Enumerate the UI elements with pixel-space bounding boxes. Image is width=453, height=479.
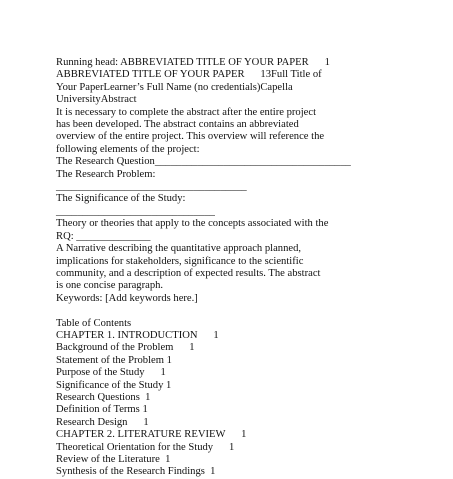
toc-heading: Table of Contents	[56, 317, 132, 329]
toc-entry[interactable]: Research Questions 1	[56, 391, 151, 403]
significance-line: The Significance of the Study:	[56, 193, 186, 205]
toc-entry[interactable]: Purpose of the Study 1	[56, 367, 166, 379]
research-problem-line: The Research Problem:	[56, 168, 156, 180]
running-head: Running head: ABBREVIATED TITLE OF YOUR PAPER 1	[56, 57, 330, 68]
rq-line: RQ: ______________	[56, 230, 151, 242]
abstract-line: following elements of the project:	[56, 143, 200, 155]
theory-line: Theory or theories that apply to the concepts associated with the	[56, 218, 329, 230]
title-line-2: Your PaperLearner’s Full Name (no credentials)Capella	[56, 81, 293, 93]
abstract-line: overview of the entire project. This overview will reference the	[56, 131, 325, 143]
toc-entry[interactable]: Statement of the Problem 1	[56, 354, 172, 366]
blank-line	[56, 305, 396, 317]
toc-entry[interactable]: CHAPTER 1. INTRODUCTION 1	[56, 329, 219, 341]
abstract-line: It is necessary to complete the abstract after the entire project	[56, 106, 317, 118]
narrative-line: is one concise paragraph.	[56, 280, 164, 292]
blank-underline: ____________________________________	[56, 181, 247, 193]
toc-entry[interactable]: Research Design 1	[56, 416, 149, 428]
title-line-1: ABBREVIATED TITLE OF YOUR PAPER 13Full Title of	[56, 69, 322, 81]
document-page	[56, 57, 396, 479]
toc-entry[interactable]: Significance of the Study 1	[56, 379, 172, 391]
toc-entry[interactable]: CHAPTER 2. LITERATURE REVIEW 1	[56, 429, 247, 441]
toc-entry[interactable]: Synthesis of the Research Findings 1	[56, 466, 216, 478]
abstract-line: has been developed. The abstract contains an abbreviated	[56, 119, 299, 131]
narrative-line: community, and a description of expected results. The abstract	[56, 267, 321, 279]
toc-entry[interactable]: Definition of Terms 1	[56, 404, 148, 416]
narrative-line: A Narrative describing the quantitative approach planned,	[56, 243, 302, 255]
research-question-line: The Research Question_____________________________________	[56, 156, 351, 168]
blank-underline: ______________________________	[56, 205, 215, 217]
toc-entry[interactable]: Theoretical Orientation for the Study 1	[56, 441, 235, 453]
title-line-3: UniversityAbstract	[56, 94, 137, 106]
keywords-line: Keywords: [Add keywords here.]	[56, 292, 198, 304]
toc-entry[interactable]: Background of the Problem 1	[56, 342, 195, 354]
toc-entry[interactable]: Review of the Literature 1	[56, 453, 171, 465]
narrative-line: implications for stakeholders, significance to the scientific	[56, 255, 304, 267]
